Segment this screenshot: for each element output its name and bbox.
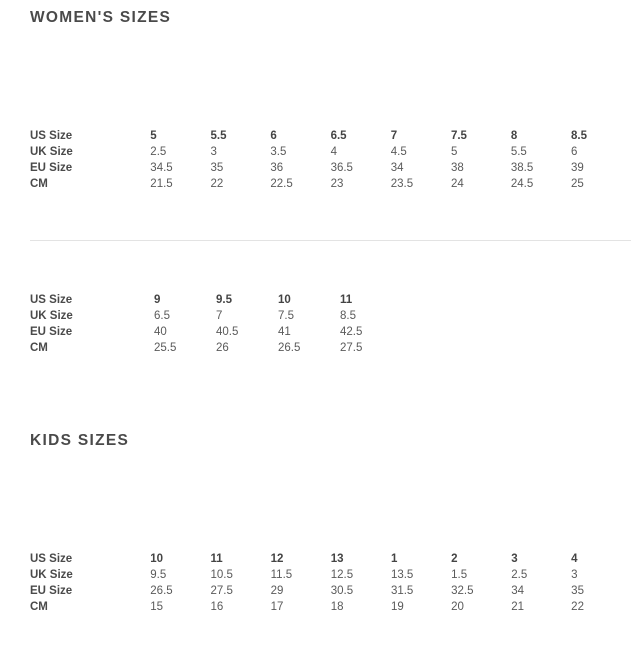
size-cell: 12 (270, 553, 284, 565)
row-label: US Size (30, 130, 73, 142)
size-cell: 3 (210, 146, 217, 158)
size-cell: 36.5 (330, 162, 353, 174)
size-cell: 27.5 (340, 342, 363, 354)
size-cell: 22 (210, 178, 224, 190)
row-label: EU Size (30, 326, 73, 338)
size-cell: 40 (154, 326, 167, 338)
size-cell: 19 (390, 601, 404, 613)
eu-size-row (30, 324, 402, 340)
size-cell: 3.5 (270, 146, 287, 158)
size-cell: 12.5 (330, 569, 354, 581)
womens-sizes-title: WOMEN'S SIZES (30, 9, 172, 26)
size-cell: 11.5 (270, 569, 293, 581)
size-cell: 9.5 (150, 569, 167, 581)
size-cell: 35 (571, 585, 584, 597)
size-cell: 6 (571, 146, 578, 158)
size-cell: 42.5 (340, 326, 363, 338)
size-cell: 4 (330, 146, 337, 158)
size-cell: 4.5 (390, 146, 407, 158)
size-cell: 1 (390, 553, 398, 565)
size-cell: 23.5 (390, 178, 414, 190)
size-cell: 4 (571, 553, 578, 565)
size-cell: 38 (450, 162, 464, 174)
uk-size-row (30, 308, 402, 324)
eu-size-row (30, 583, 631, 599)
cm-row (30, 340, 402, 356)
size-cell: 6.5 (330, 130, 347, 142)
size-cell: 10 (150, 553, 164, 565)
size-cell: 25.5 (154, 342, 177, 354)
eu-size-row (30, 160, 631, 176)
size-cell: 8.5 (340, 310, 356, 322)
size-cell: 25 (571, 178, 584, 190)
size-cell: 38.5 (510, 162, 534, 174)
row-label: US Size (30, 553, 73, 565)
row-label: UK Size (30, 569, 73, 581)
size-cell: 9.5 (216, 294, 232, 306)
size-cell: 24.5 (510, 178, 534, 190)
size-cell: 10.5 (210, 569, 233, 581)
size-cell: 2 (451, 553, 458, 565)
size-cell: 31.5 (390, 585, 414, 597)
size-cell: 23 (330, 178, 344, 190)
size-cell: 3 (511, 553, 518, 565)
size-cell: 24 (450, 178, 464, 190)
size-cell: 5.5 (510, 146, 527, 158)
cm-row (30, 176, 631, 192)
size-cell: 26 (216, 342, 229, 354)
size-cell: 39 (571, 162, 584, 174)
size-cell: 21 (511, 601, 525, 613)
size-cell: 30.5 (330, 585, 354, 597)
size-cell: 15 (150, 601, 164, 613)
row-label: CM (30, 601, 48, 613)
size-cell: 1.5 (451, 569, 468, 581)
size-cell: 7 (390, 130, 398, 142)
size-cell: 10 (278, 294, 291, 306)
size-cell: 41 (278, 326, 291, 338)
section-divider (30, 240, 631, 241)
womens-size-table-2 (30, 292, 402, 356)
size-cell: 2.5 (511, 569, 528, 581)
row-label: EU Size (30, 162, 73, 174)
size-cell: 34 (390, 162, 404, 174)
size-cell: 5.5 (210, 130, 227, 142)
size-cell: 36 (270, 162, 284, 174)
size-cell: 6 (270, 130, 277, 142)
size-cell: 8 (510, 130, 518, 142)
size-cell: 40.5 (216, 326, 239, 338)
size-cell: 29 (270, 585, 284, 597)
size-cell: 34.5 (150, 162, 173, 174)
size-cell: 18 (330, 601, 344, 613)
size-cell: 17 (270, 601, 284, 613)
kids-sizes-title: KIDS SIZES (30, 432, 130, 449)
row-label: CM (30, 342, 48, 354)
size-cell: 16 (210, 601, 224, 613)
size-cell: 26.5 (278, 342, 301, 354)
size-cell: 34 (511, 585, 525, 597)
size-cell: 2.5 (150, 146, 167, 158)
size-cell: 22.5 (270, 178, 293, 190)
row-label: CM (30, 178, 48, 190)
row-label: US Size (30, 294, 73, 306)
size-cell: 35 (210, 162, 224, 174)
size-cell: 5 (450, 146, 458, 158)
size-cell: 11 (210, 553, 223, 565)
us-size-row (30, 128, 631, 144)
cm-row (30, 599, 631, 615)
us-size-row (30, 292, 402, 308)
uk-size-row (30, 567, 631, 583)
size-cell: 21.5 (150, 178, 173, 190)
size-cell: 8.5 (571, 130, 588, 142)
size-cell: 11 (340, 294, 353, 306)
size-cell: 26.5 (150, 585, 173, 597)
row-label: UK Size (30, 310, 73, 322)
uk-size-row (30, 144, 631, 160)
row-label: UK Size (30, 146, 73, 158)
size-cell: 22 (571, 601, 584, 613)
size-cell: 20 (451, 601, 464, 613)
size-cell: 13.5 (390, 569, 414, 581)
size-cell: 27.5 (210, 585, 233, 597)
us-size-row (30, 551, 631, 567)
row-label: EU Size (30, 585, 73, 597)
size-cell: 3 (571, 569, 578, 581)
size-cell: 9 (154, 294, 161, 306)
size-cell: 32.5 (451, 585, 474, 597)
size-cell: 6.5 (154, 310, 170, 322)
size-cell: 7.5 (450, 130, 467, 142)
size-cell: 7 (216, 310, 223, 322)
womens-size-table-1 (30, 128, 631, 192)
kids-size-table (30, 551, 631, 615)
size-cell: 5 (150, 130, 157, 142)
size-cell: 7.5 (278, 310, 294, 322)
size-cell: 13 (330, 553, 344, 565)
